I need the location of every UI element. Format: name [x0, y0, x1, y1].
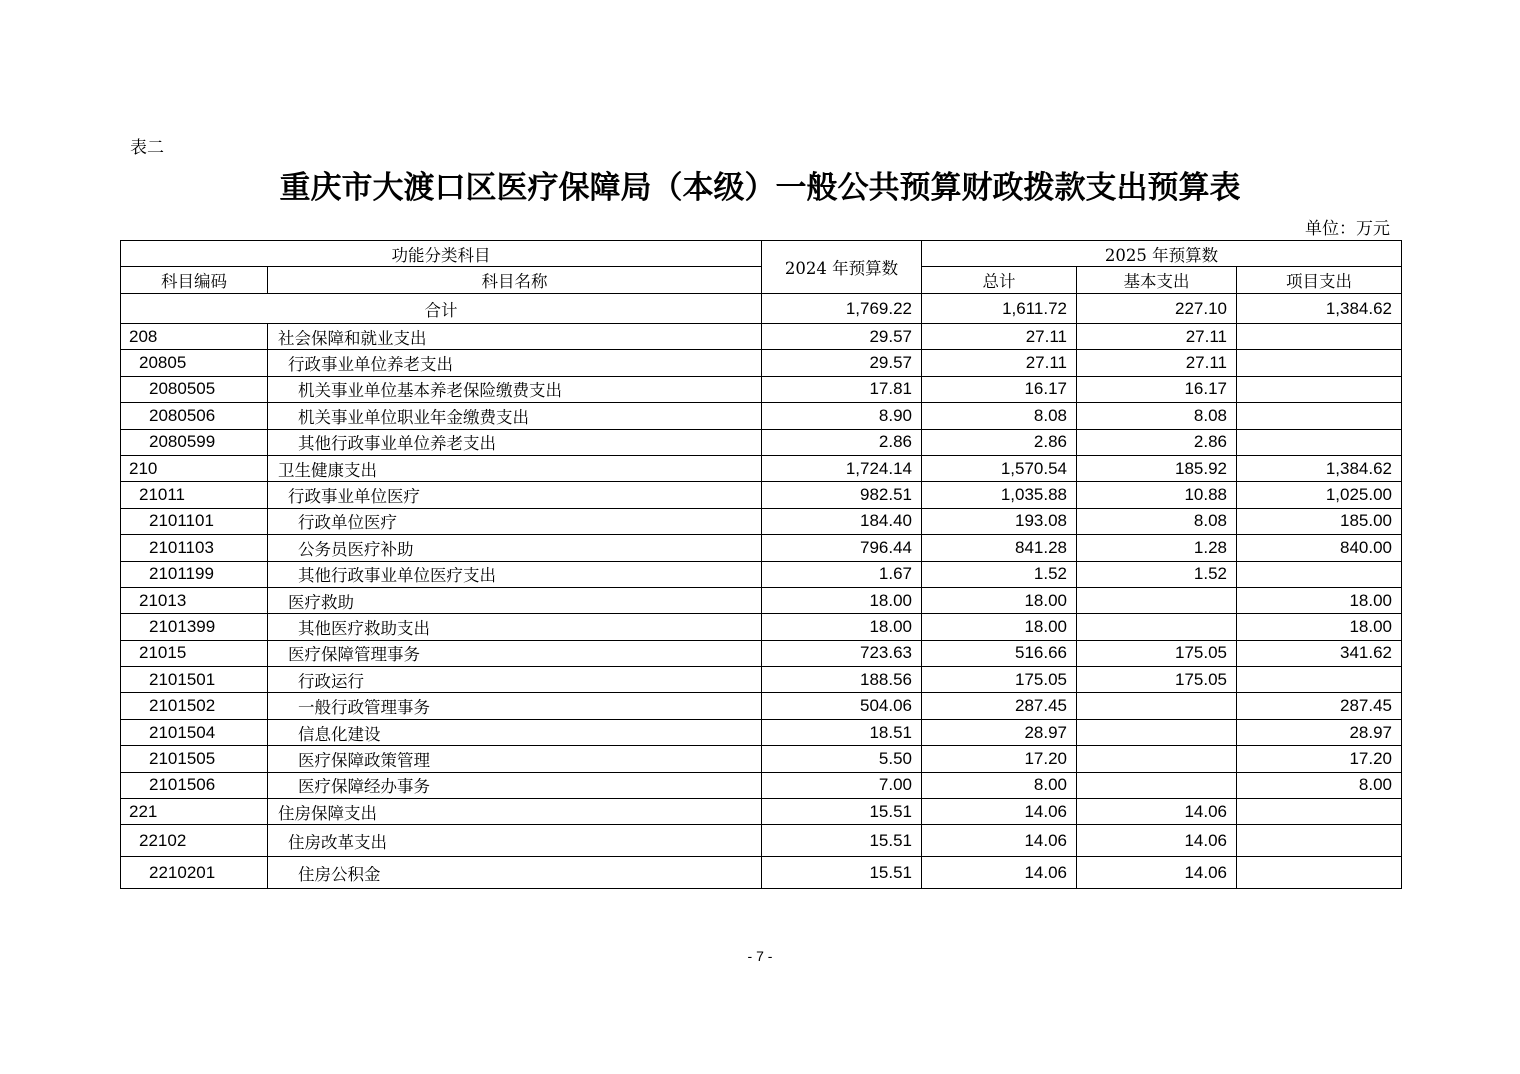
row-total: 8.08	[922, 403, 1077, 429]
row-2024: 982.51	[762, 482, 922, 508]
row-name: 医疗救助	[268, 587, 762, 613]
table-row	[121, 799, 1402, 825]
header-code: 科目编码	[121, 267, 268, 294]
row-project	[1237, 667, 1402, 693]
row-total: 1.52	[922, 561, 1077, 587]
row-name: 其他医疗救助支出	[268, 614, 762, 640]
row-code: 2101199	[121, 561, 268, 587]
row-code: 2101505	[121, 746, 268, 772]
row-name: 行政事业单位医疗	[268, 482, 762, 508]
row-total: 14.06	[922, 799, 1077, 825]
row-basic	[1077, 614, 1237, 640]
document-title: 重庆市大渡口区医疗保障局（本级）一般公共预算财政拨款支出预算表	[279, 170, 1241, 206]
row-2024: 1,724.14	[762, 455, 922, 481]
table-row	[121, 561, 1402, 587]
row-basic	[1077, 719, 1237, 745]
table-label: 表二	[130, 138, 164, 158]
table-row	[121, 640, 1402, 666]
row-basic: 185.92	[1077, 455, 1237, 481]
row-total: 27.11	[922, 324, 1077, 350]
row-name: 其他行政事业单位养老支出	[268, 429, 762, 455]
row-name: 其他行政事业单位医疗支出	[268, 561, 762, 587]
table-row	[121, 429, 1402, 455]
row-2024: 184.40	[762, 508, 922, 534]
row-2024: 723.63	[762, 640, 922, 666]
row-total: 841.28	[922, 535, 1077, 561]
row-2024: 18.00	[762, 587, 922, 613]
table-row	[121, 825, 1402, 857]
row-code: 2101101	[121, 508, 268, 534]
row-name: 住房保障支出	[268, 799, 762, 825]
row-basic: 14.06	[1077, 825, 1237, 857]
row-basic: 175.05	[1077, 640, 1237, 666]
header-row-2	[121, 267, 1402, 294]
row-name: 医疗保障政策管理	[268, 746, 762, 772]
row-project: 8.00	[1237, 772, 1402, 798]
row-project	[1237, 561, 1402, 587]
row-code: 2101399	[121, 614, 268, 640]
row-code: 21011	[121, 482, 268, 508]
row-2024: 17.81	[762, 376, 922, 402]
row-total: 2.86	[922, 429, 1077, 455]
row-basic	[1077, 772, 1237, 798]
row-2024: 15.51	[762, 857, 922, 889]
row-total: 18.00	[922, 614, 1077, 640]
row-2024: 15.51	[762, 799, 922, 825]
page-number: - 7 -	[747, 948, 773, 964]
row-total: 14.06	[922, 825, 1077, 857]
row-basic: 8.08	[1077, 508, 1237, 534]
row-project: 341.62	[1237, 640, 1402, 666]
row-total: 1,035.88	[922, 482, 1077, 508]
table-row	[121, 587, 1402, 613]
row-code: 2080599	[121, 429, 268, 455]
row-2024: 2.86	[762, 429, 922, 455]
header-row-1	[121, 241, 1402, 267]
row-total: 8.00	[922, 772, 1077, 798]
header-2025-group: 2025 年预算数	[922, 241, 1402, 267]
table-row	[121, 508, 1402, 534]
table-row	[121, 324, 1402, 350]
header-basic: 基本支出	[1077, 267, 1237, 294]
header-name: 科目名称	[268, 267, 762, 294]
row-name: 行政单位医疗	[268, 508, 762, 534]
row-2024: 8.90	[762, 403, 922, 429]
row-name: 医疗保障管理事务	[268, 640, 762, 666]
row-basic: 1.28	[1077, 535, 1237, 561]
row-total: 1,570.54	[922, 455, 1077, 481]
row-2024: 15.51	[762, 825, 922, 857]
row-name: 机关事业单位基本养老保险缴费支出	[268, 376, 762, 402]
row-code: 21013	[121, 587, 268, 613]
table-row	[121, 403, 1402, 429]
row-name: 一般行政管理事务	[268, 693, 762, 719]
row-2024: 18.00	[762, 614, 922, 640]
row-project	[1237, 324, 1402, 350]
row-total: 18.00	[922, 587, 1077, 613]
row-2024: 29.57	[762, 350, 922, 376]
row-2024: 188.56	[762, 667, 922, 693]
row-code: 20805	[121, 350, 268, 376]
row-total: 287.45	[922, 693, 1077, 719]
row-2024: 504.06	[762, 693, 922, 719]
row-name: 行政事业单位养老支出	[268, 350, 762, 376]
row-basic: 1.52	[1077, 561, 1237, 587]
row-name: 社会保障和就业支出	[268, 324, 762, 350]
row-project: 840.00	[1237, 535, 1402, 561]
row-project	[1237, 857, 1402, 889]
row-project: 17.20	[1237, 746, 1402, 772]
row-project	[1237, 799, 1402, 825]
total-2024: 1,769.22	[762, 294, 922, 324]
row-basic: 2.86	[1077, 429, 1237, 455]
row-total: 14.06	[922, 857, 1077, 889]
row-basic: 175.05	[1077, 667, 1237, 693]
row-basic: 14.06	[1077, 857, 1237, 889]
row-total: 516.66	[922, 640, 1077, 666]
row-code: 2101504	[121, 719, 268, 745]
header-function-group: 功能分类科目	[121, 241, 762, 267]
row-project	[1237, 429, 1402, 455]
row-basic	[1077, 746, 1237, 772]
row-2024: 18.51	[762, 719, 922, 745]
header-2024: 2024 年预算数	[762, 241, 922, 294]
row-project: 18.00	[1237, 587, 1402, 613]
row-project: 18.00	[1237, 614, 1402, 640]
row-code: 221	[121, 799, 268, 825]
total-2025-total: 1,611.72	[922, 294, 1077, 324]
row-2024: 796.44	[762, 535, 922, 561]
table-row	[121, 746, 1402, 772]
row-project	[1237, 825, 1402, 857]
table-row	[121, 693, 1402, 719]
row-name: 卫生健康支出	[268, 455, 762, 481]
row-basic: 27.11	[1077, 350, 1237, 376]
row-code: 2101506	[121, 772, 268, 798]
row-code: 2101501	[121, 667, 268, 693]
total-2025-project: 1,384.62	[1237, 294, 1402, 324]
row-2024: 7.00	[762, 772, 922, 798]
budget-table	[120, 240, 1402, 889]
row-project: 1,384.62	[1237, 455, 1402, 481]
table-row	[121, 455, 1402, 481]
table-row	[121, 535, 1402, 561]
total-row	[121, 294, 1402, 324]
row-code: 2210201	[121, 857, 268, 889]
table-row	[121, 614, 1402, 640]
header-total: 总计	[922, 267, 1077, 294]
row-2024: 29.57	[762, 324, 922, 350]
row-basic: 27.11	[1077, 324, 1237, 350]
row-basic: 8.08	[1077, 403, 1237, 429]
row-total: 193.08	[922, 508, 1077, 534]
row-basic	[1077, 587, 1237, 613]
table-row	[121, 376, 1402, 402]
row-name: 机关事业单位职业年金缴费支出	[268, 403, 762, 429]
row-name: 住房改革支出	[268, 825, 762, 857]
table-row	[121, 482, 1402, 508]
total-label: 合计	[121, 294, 762, 324]
row-code: 22102	[121, 825, 268, 857]
row-basic	[1077, 693, 1237, 719]
row-code: 2080506	[121, 403, 268, 429]
row-2024: 5.50	[762, 746, 922, 772]
table-row	[121, 772, 1402, 798]
row-code: 2101502	[121, 693, 268, 719]
row-name: 信息化建设	[268, 719, 762, 745]
row-code: 210	[121, 455, 268, 481]
row-basic: 16.17	[1077, 376, 1237, 402]
row-code: 21015	[121, 640, 268, 666]
row-name: 医疗保障经办事务	[268, 772, 762, 798]
row-code: 208	[121, 324, 268, 350]
row-project: 1,025.00	[1237, 482, 1402, 508]
row-basic: 14.06	[1077, 799, 1237, 825]
unit-label: 单位：万元	[1305, 219, 1390, 239]
row-total: 28.97	[922, 719, 1077, 745]
row-total: 17.20	[922, 746, 1077, 772]
row-code: 2080505	[121, 376, 268, 402]
total-2025-basic: 227.10	[1077, 294, 1237, 324]
row-project: 287.45	[1237, 693, 1402, 719]
row-code: 2101103	[121, 535, 268, 561]
header-project: 项目支出	[1237, 267, 1402, 294]
row-project: 28.97	[1237, 719, 1402, 745]
row-name: 行政运行	[268, 667, 762, 693]
row-name: 公务员医疗补助	[268, 535, 762, 561]
row-basic: 10.88	[1077, 482, 1237, 508]
table-row	[121, 667, 1402, 693]
row-project	[1237, 376, 1402, 402]
table-row	[121, 857, 1402, 889]
table-row	[121, 350, 1402, 376]
row-total: 175.05	[922, 667, 1077, 693]
row-project	[1237, 350, 1402, 376]
row-project	[1237, 403, 1402, 429]
row-total: 16.17	[922, 376, 1077, 402]
table-row	[121, 719, 1402, 745]
row-project: 185.00	[1237, 508, 1402, 534]
row-name: 住房公积金	[268, 857, 762, 889]
row-total: 27.11	[922, 350, 1077, 376]
row-2024: 1.67	[762, 561, 922, 587]
